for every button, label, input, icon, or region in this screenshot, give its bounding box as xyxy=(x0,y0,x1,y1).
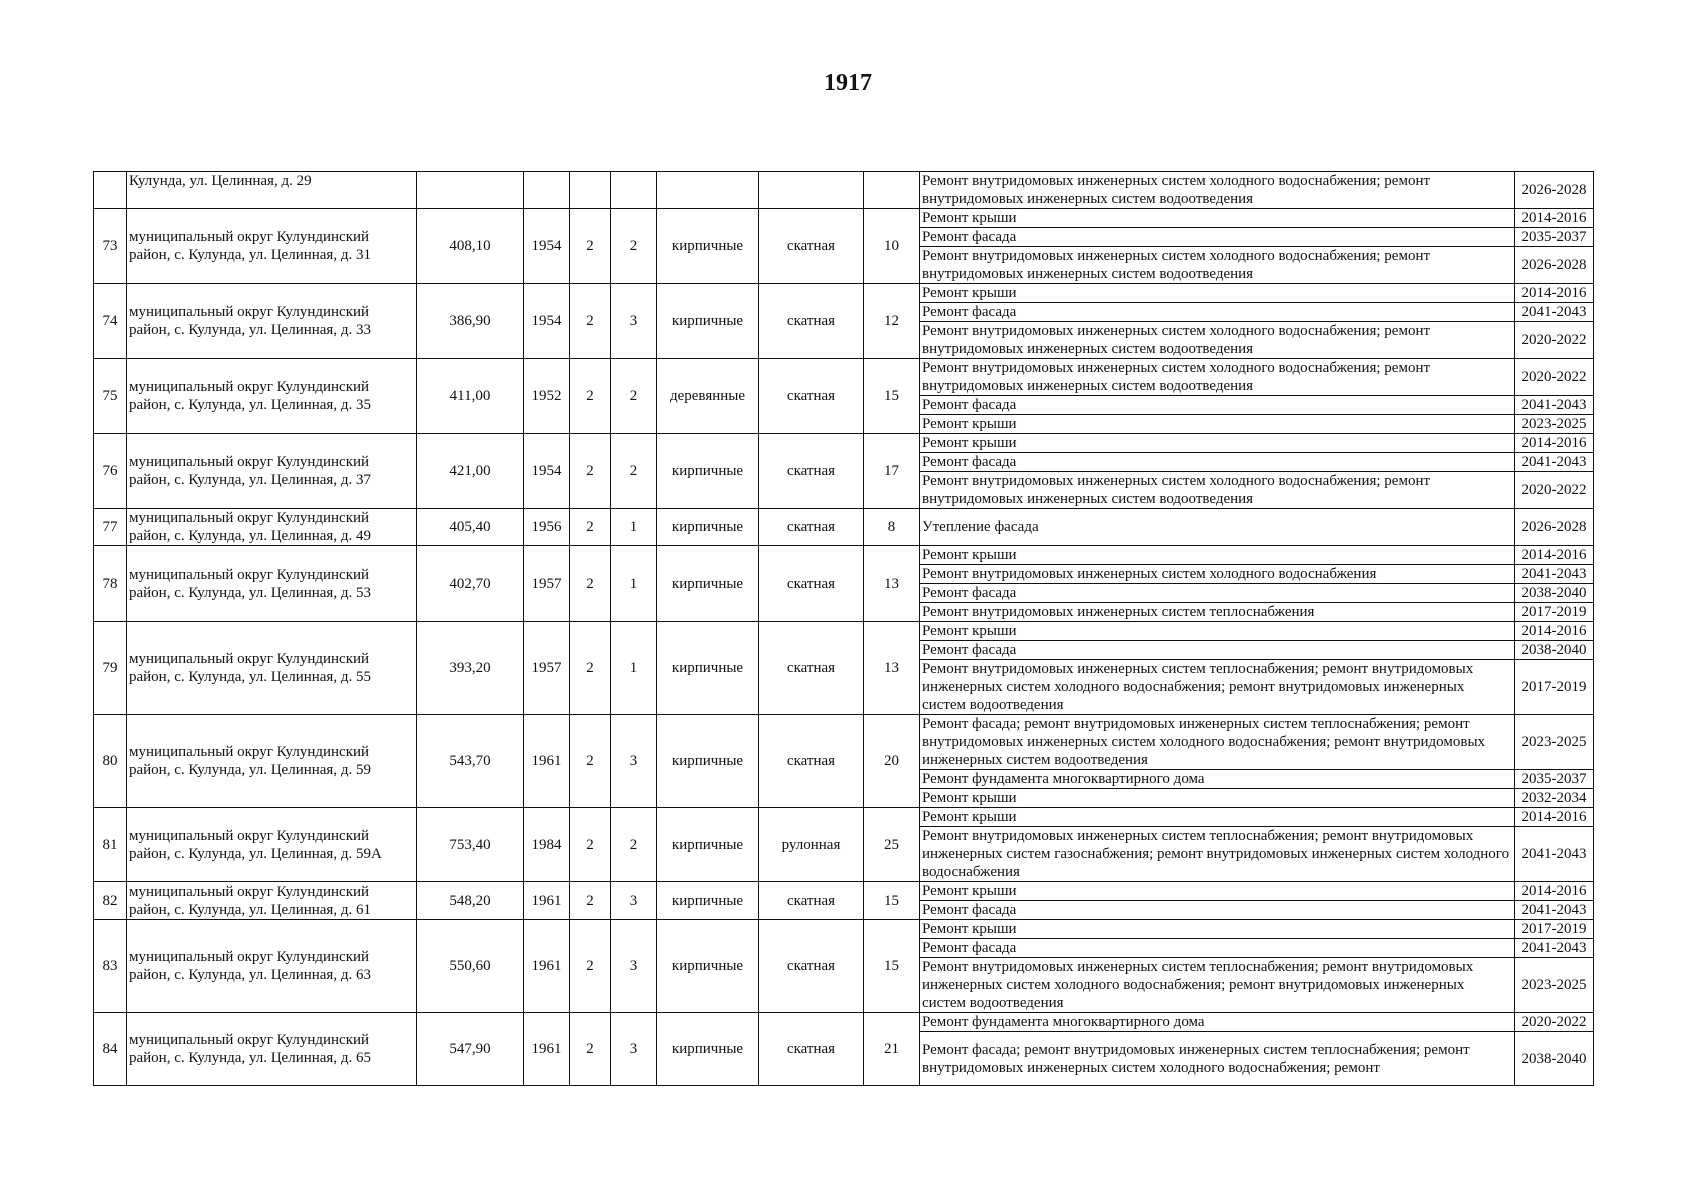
work-cell: Ремонт фасада xyxy=(920,228,1515,247)
table-row xyxy=(94,509,1594,546)
year-cell: 1961 xyxy=(524,1013,570,1086)
table-row xyxy=(94,622,1594,641)
row-number-cell: 75 xyxy=(94,359,127,434)
address-cell: муниципальный округ Кулундинский район, с. Кулунда, ул. Целинная, д. 31 xyxy=(127,209,417,284)
work-cell: Ремонт внутридомовых инженерных систем холодного водоснабжения xyxy=(920,565,1515,584)
address-cell: муниципальный округ Кулундинский район, с. Кулунда, ул. Целинная, д. 59А xyxy=(127,808,417,882)
period-cell: 2041-2043 xyxy=(1515,565,1594,584)
area-cell: 386,90 xyxy=(417,284,524,359)
roof-type-cell: рулонная xyxy=(759,808,864,882)
apartments-cell: 13 xyxy=(864,546,920,622)
year-cell: 1954 xyxy=(524,209,570,284)
roof-type-cell: скатная xyxy=(759,715,864,808)
floors-cell: 2 xyxy=(570,920,611,1013)
row-number-cell: 80 xyxy=(94,715,127,808)
wall-material-cell: кирпичные xyxy=(657,284,759,359)
work-cell: Ремонт крыши xyxy=(920,434,1515,453)
area-cell: 405,40 xyxy=(417,509,524,546)
area-cell: 421,00 xyxy=(417,434,524,509)
work-cell: Ремонт крыши xyxy=(920,789,1515,808)
floors-cell: 2 xyxy=(570,1013,611,1086)
work-cell: Ремонт крыши xyxy=(920,920,1515,939)
year-cell: 1954 xyxy=(524,434,570,509)
roof-type-cell: скатная xyxy=(759,622,864,715)
work-cell: Ремонт фасада xyxy=(920,303,1515,322)
work-cell: Ремонт фасада xyxy=(920,901,1515,920)
row-number-cell: 83 xyxy=(94,920,127,1013)
period-cell: 2014-2016 xyxy=(1515,434,1594,453)
year-cell: 1956 xyxy=(524,509,570,546)
row-number-cell: 77 xyxy=(94,509,127,546)
apartments-cell: 15 xyxy=(864,882,920,920)
period-cell: 2017-2019 xyxy=(1515,920,1594,939)
apartments-cell: 15 xyxy=(864,920,920,1013)
apartments-cell: 8 xyxy=(864,509,920,546)
row-number-cell: 81 xyxy=(94,808,127,882)
entrances-cell: 3 xyxy=(611,1013,657,1086)
roof-type-cell: скатная xyxy=(759,209,864,284)
address-cell: муниципальный округ Кулундинский район, с. Кулунда, ул. Целинная, д. 55 xyxy=(127,622,417,715)
apartments-cell: 12 xyxy=(864,284,920,359)
period-cell: 2017-2019 xyxy=(1515,660,1594,715)
work-cell: Утепление фасада xyxy=(920,509,1515,546)
roof-type-cell: скатная xyxy=(759,882,864,920)
entrances-cell: 2 xyxy=(611,209,657,284)
entrances-cell: 3 xyxy=(611,920,657,1013)
period-cell: 2035-2037 xyxy=(1515,770,1594,789)
entrances-cell: 1 xyxy=(611,509,657,546)
period-cell: 2014-2016 xyxy=(1515,284,1594,303)
period-cell: 2020-2022 xyxy=(1515,472,1594,509)
apartments-cell: 25 xyxy=(864,808,920,882)
period-cell: 2026-2028 xyxy=(1515,172,1594,209)
address-cell: муниципальный округ Кулундинский район, с. Кулунда, ул. Целинная, д. 59 xyxy=(127,715,417,808)
floors-cell: 2 xyxy=(570,359,611,434)
address-cell: муниципальный округ Кулундинский район, с. Кулунда, ул. Целинная, д. 33 xyxy=(127,284,417,359)
wall-material-cell: кирпичные xyxy=(657,882,759,920)
period-cell: 2014-2016 xyxy=(1515,546,1594,565)
table-row xyxy=(94,715,1594,770)
work-cell: Ремонт фасада xyxy=(920,641,1515,660)
year-cell: 1952 xyxy=(524,359,570,434)
year-cell: 1961 xyxy=(524,882,570,920)
work-cell: Ремонт фундамента многоквартирного дома xyxy=(920,1013,1515,1032)
address-cell: муниципальный округ Кулундинский район, с. Кулунда, ул. Целинная, д. 65 xyxy=(127,1013,417,1086)
period-cell: 2035-2037 xyxy=(1515,228,1594,247)
period-cell: 2041-2043 xyxy=(1515,939,1594,958)
period-cell: 2023-2025 xyxy=(1515,958,1594,1013)
apartments-cell: 17 xyxy=(864,434,920,509)
floors-cell: 2 xyxy=(570,209,611,284)
area-cell: 753,40 xyxy=(417,808,524,882)
table-row xyxy=(94,209,1594,228)
roof-type-cell: скатная xyxy=(759,284,864,359)
period-cell: 2041-2043 xyxy=(1515,303,1594,322)
apartments-cell: 10 xyxy=(864,209,920,284)
work-cell: Ремонт внутридомовых инженерных систем холодного водоснабжения; ремонт внутридомовых инженерных систем водоотведения xyxy=(920,472,1515,509)
work-cell: Ремонт внутридомовых инженерных систем холодного водоснабжения; ремонт внутридомовых инженерных систем водоотведения xyxy=(920,247,1515,284)
address-cell: муниципальный округ Кулундинский район, с. Кулунда, ул. Целинная, д. 35 xyxy=(127,359,417,434)
entrances-cell: 1 xyxy=(611,622,657,715)
work-cell: Ремонт фасада xyxy=(920,453,1515,472)
wall-material-cell: кирпичные xyxy=(657,715,759,808)
period-cell: 2038-2040 xyxy=(1515,641,1594,660)
area-cell: 550,60 xyxy=(417,920,524,1013)
work-cell: Ремонт крыши xyxy=(920,808,1515,827)
repair-schedule-table xyxy=(93,171,1594,1086)
floors-cell: 2 xyxy=(570,284,611,359)
work-cell: Ремонт внутридомовых инженерных систем теплоснабжения; ремонт внутридомовых инженерных систем газоснабжения; ремонт внутридомовых инженерных систем холодного водоснабжения xyxy=(920,827,1515,882)
year-cell: 1961 xyxy=(524,715,570,808)
address-cell: муниципальный округ Кулундинский район, с. Кулунда, ул. Целинная, д. 63 xyxy=(127,920,417,1013)
table-row xyxy=(94,546,1594,565)
area-cell: 393,20 xyxy=(417,622,524,715)
row-number-cell: 74 xyxy=(94,284,127,359)
apartments-cell: 21 xyxy=(864,1013,920,1086)
period-cell: 2020-2022 xyxy=(1515,1013,1594,1032)
period-cell: 2041-2043 xyxy=(1515,827,1594,882)
work-cell: Ремонт внутридомовых инженерных систем теплоснабжения; ремонт внутридомовых инженерных систем холодного водоснабжения; ремонт внутридомовых инженерных систем водоотведения xyxy=(920,958,1515,1013)
floors-cell: 2 xyxy=(570,715,611,808)
entrances-cell: 1 xyxy=(611,546,657,622)
entrances-cell: 3 xyxy=(611,284,657,359)
table-row xyxy=(94,808,1594,827)
work-cell: Ремонт фундамента многоквартирного дома xyxy=(920,770,1515,789)
floors-cell: 2 xyxy=(570,509,611,546)
work-cell: Ремонт внутридомовых инженерных систем холодного водоснабжения; ремонт внутридомовых инженерных систем водоотведения xyxy=(920,172,1515,209)
wall-material-cell: кирпичные xyxy=(657,622,759,715)
row-number-cell: 79 xyxy=(94,622,127,715)
row-number-cell: 78 xyxy=(94,546,127,622)
roof-type-cell: скатная xyxy=(759,546,864,622)
floors-cell: 2 xyxy=(570,622,611,715)
floors-cell: 2 xyxy=(570,808,611,882)
work-cell: Ремонт крыши xyxy=(920,209,1515,228)
work-cell: Ремонт крыши xyxy=(920,284,1515,303)
roof-type-cell: скатная xyxy=(759,1013,864,1086)
wall-material-cell: кирпичные xyxy=(657,546,759,622)
address-cell: муниципальный округ Кулундинский район, с. Кулунда, ул. Целинная, д. 49 xyxy=(127,509,417,546)
work-cell: Ремонт фасада xyxy=(920,584,1515,603)
area-cell: 548,20 xyxy=(417,882,524,920)
work-cell: Ремонт внутридомовых инженерных систем холодного водоснабжения; ремонт внутридомовых инженерных систем водоотведения xyxy=(920,359,1515,396)
work-cell: Ремонт фасада xyxy=(920,939,1515,958)
page-number: 1917 xyxy=(824,70,872,96)
work-cell: Ремонт крыши xyxy=(920,622,1515,641)
area-cell: 547,90 xyxy=(417,1013,524,1086)
period-cell: 2014-2016 xyxy=(1515,808,1594,827)
entrances-cell: 3 xyxy=(611,882,657,920)
address-cell: муниципальный округ Кулундинский район, с. Кулунда, ул. Целинная, д. 37 xyxy=(127,434,417,509)
year-cell: 1954 xyxy=(524,284,570,359)
area-cell: 543,70 xyxy=(417,715,524,808)
wall-material-cell: кирпичные xyxy=(657,920,759,1013)
entrances-cell: 2 xyxy=(611,434,657,509)
period-cell: 2026-2028 xyxy=(1515,509,1594,546)
table-row xyxy=(94,920,1594,939)
row-number-cell: 76 xyxy=(94,434,127,509)
period-cell: 2023-2025 xyxy=(1515,415,1594,434)
address-cell: Кулунда, ул. Целинная, д. 29 xyxy=(127,172,417,209)
row-number-cell: 84 xyxy=(94,1013,127,1086)
area-cell: 411,00 xyxy=(417,359,524,434)
period-cell: 2023-2025 xyxy=(1515,715,1594,770)
table-row xyxy=(94,882,1594,901)
work-cell: Ремонт внутридомовых инженерных систем холодного водоснабжения; ремонт внутридомовых инженерных систем водоотведения xyxy=(920,322,1515,359)
period-cell: 2041-2043 xyxy=(1515,453,1594,472)
period-cell: 2041-2043 xyxy=(1515,901,1594,920)
year-cell: 1957 xyxy=(524,622,570,715)
wall-material-cell: кирпичные xyxy=(657,434,759,509)
work-cell: Ремонт фасада xyxy=(920,396,1515,415)
apartments-cell: 20 xyxy=(864,715,920,808)
roof-type-cell: скатная xyxy=(759,359,864,434)
period-cell: 2020-2022 xyxy=(1515,359,1594,396)
area-cell: 408,10 xyxy=(417,209,524,284)
work-cell: Ремонт фасада; ремонт внутридомовых инженерных систем теплоснабжения; ремонт внутридомовых инженерных систем холодного водоснабжения; ремонт xyxy=(920,1032,1515,1086)
entrances-cell: 3 xyxy=(611,715,657,808)
period-cell: 2014-2016 xyxy=(1515,882,1594,901)
entrances-cell: 2 xyxy=(611,359,657,434)
year-cell: 1961 xyxy=(524,920,570,1013)
period-cell: 2026-2028 xyxy=(1515,247,1594,284)
apartments-cell: 15 xyxy=(864,359,920,434)
period-cell: 2014-2016 xyxy=(1515,622,1594,641)
address-cell: муниципальный округ Кулундинский район, с. Кулунда, ул. Целинная, д. 61 xyxy=(127,882,417,920)
period-cell: 2032-2034 xyxy=(1515,789,1594,808)
work-cell: Ремонт крыши xyxy=(920,415,1515,434)
period-cell: 2020-2022 xyxy=(1515,322,1594,359)
work-cell: Ремонт внутридомовых инженерных систем теплоснабжения; ремонт внутридомовых инженерных систем холодного водоснабжения; ремонт внутридомовых инженерных систем водоотведения xyxy=(920,660,1515,715)
year-cell: 1957 xyxy=(524,546,570,622)
floors-cell: 2 xyxy=(570,434,611,509)
wall-material-cell: кирпичные xyxy=(657,1013,759,1086)
work-cell: Ремонт фасада; ремонт внутридомовых инженерных систем теплоснабжения; ремонт внутридомовых инженерных систем холодного водоснабжения; ремонт внутридомовых инженерных систем водоотведения xyxy=(920,715,1515,770)
table-body xyxy=(94,172,1594,1086)
wall-material-cell: кирпичные xyxy=(657,509,759,546)
period-cell: 2038-2040 xyxy=(1515,584,1594,603)
row-number-cell: 73 xyxy=(94,209,127,284)
floors-cell: 2 xyxy=(570,546,611,622)
period-cell: 2014-2016 xyxy=(1515,209,1594,228)
work-cell: Ремонт крыши xyxy=(920,546,1515,565)
address-cell: муниципальный округ Кулундинский район, с. Кулунда, ул. Целинная, д. 53 xyxy=(127,546,417,622)
wall-material-cell: кирпичные xyxy=(657,209,759,284)
floors-cell: 2 xyxy=(570,882,611,920)
period-cell: 2038-2040 xyxy=(1515,1032,1594,1086)
roof-type-cell: скатная xyxy=(759,920,864,1013)
entrances-cell: 2 xyxy=(611,808,657,882)
table-row xyxy=(94,434,1594,453)
wall-material-cell: кирпичные xyxy=(657,808,759,882)
row-number-cell: 82 xyxy=(94,882,127,920)
apartments-cell: 13 xyxy=(864,622,920,715)
area-cell: 402,70 xyxy=(417,546,524,622)
table-row xyxy=(94,1013,1594,1032)
roof-type-cell: скатная xyxy=(759,509,864,546)
year-cell: 1984 xyxy=(524,808,570,882)
period-cell: 2041-2043 xyxy=(1515,396,1594,415)
work-cell: Ремонт крыши xyxy=(920,882,1515,901)
table-row xyxy=(94,359,1594,396)
roof-type-cell: скатная xyxy=(759,434,864,509)
table-row xyxy=(94,284,1594,303)
work-cell: Ремонт внутридомовых инженерных систем теплоснабжения xyxy=(920,603,1515,622)
period-cell: 2017-2019 xyxy=(1515,603,1594,622)
wall-material-cell: деревянные xyxy=(657,359,759,434)
